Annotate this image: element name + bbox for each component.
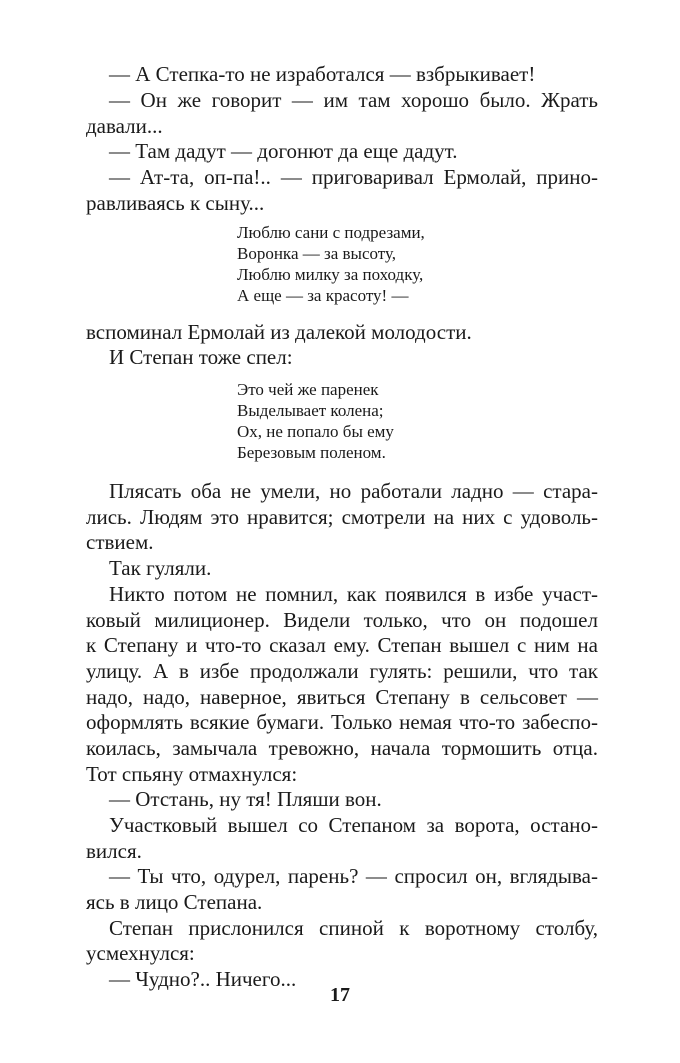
- text-line: Так гуляли.: [109, 556, 212, 580]
- text-line: лись. Людям это нравится; смотрели на них с удоволь-: [86, 505, 598, 529]
- text-line: оформлять всякие бумаги. Только немая что-то забеспо-: [86, 710, 598, 734]
- text-line: — Там дадут — догонют да еще дадут.: [109, 139, 458, 163]
- text-line: — Он же говорит — им там хорошо было. Жрать: [109, 88, 598, 112]
- verse-line: Выделывает колена;: [237, 401, 384, 420]
- text-line: — Ат-та, оп-па!.. — приговаривал Ермолай, прино-: [109, 165, 598, 189]
- text-line: вспоминал Ермолай из далекой молодости.: [86, 320, 472, 344]
- text-line: надо, надо, наверное, явиться Степану в сельсовет —: [86, 685, 598, 709]
- text-line: — Чудно?.. Ничего...: [109, 967, 297, 991]
- text-line: ясь в лицо Степана.: [86, 890, 263, 914]
- text-line: Тот спьяну отмахнулся:: [86, 762, 298, 786]
- text-line: Участковый вышел со Степаном за ворота, остано-: [109, 813, 598, 837]
- verse-line: Люблю сани с подрезами,: [237, 223, 425, 242]
- page-number: 17: [330, 984, 350, 1006]
- text-line: равливаясь к сыну...: [86, 191, 265, 215]
- text-line: — Ты что, одурел, парень? — спросил он, вглядыва-: [109, 864, 598, 888]
- text-line: усмехнулся:: [86, 941, 195, 965]
- verse-line: А еще — за красоту! —: [237, 286, 409, 305]
- text-line: Никто потом не помнил, как появился в избе участ-: [109, 582, 598, 606]
- verse-line: Это чей же паренек: [237, 380, 379, 399]
- verse-line: Воронка — за высоту,: [237, 244, 397, 263]
- text-line: И Степан тоже спел:: [109, 345, 293, 369]
- text-line: — А Степка-то не изработался — взбрыкивает!: [109, 62, 536, 86]
- text-line: вился.: [86, 839, 142, 863]
- verse-line: Люблю милку за походку,: [237, 265, 424, 284]
- text-line: — Отстань, ну тя! Пляши вон.: [109, 787, 382, 811]
- text-line: к Степану и что-то сказал ему. Степан вышел с ним на: [86, 633, 598, 657]
- text-line: улицу. А в избе продолжали гулять: решили, что так: [86, 659, 598, 683]
- verse-line: Ох, не попало бы ему: [237, 422, 394, 441]
- text-line: ковый милиционер. Видели только, что он подошел: [86, 608, 598, 632]
- text-line: ствием.: [86, 530, 154, 554]
- text-line: Степан прислонился спиной к воротному столбу,: [109, 916, 598, 940]
- text-line: давали...: [86, 114, 163, 138]
- text-line: Плясать оба не умели, но работали ладно — стара-: [109, 479, 598, 503]
- verse-line: Березовым поленом.: [237, 443, 386, 462]
- text-line: коилась, замычала тревожно, начала тормошить отца.: [86, 736, 598, 760]
